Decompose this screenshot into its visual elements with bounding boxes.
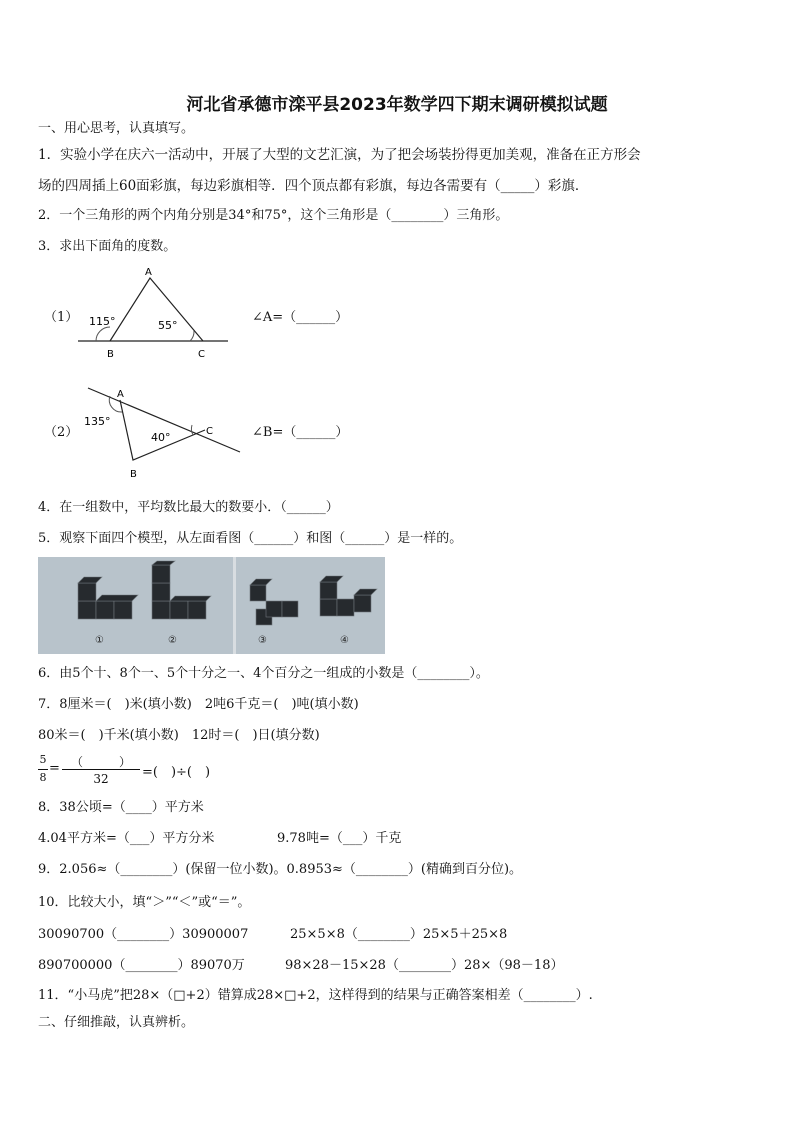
cube-models-drawing: [38, 557, 385, 654]
question-4: 4．在一组数中，平均数比最大的数要小．（______）: [38, 500, 339, 515]
question-9: 9．2.056≈（________）(保留一位小数)。0.8953≈（________）(精确到百分位)。: [38, 862, 523, 877]
question-5: 5．观察下面四个模型，从左面看图（______）和图（______）是一样的。: [38, 531, 463, 546]
figure-1-vertex-c: C: [198, 349, 205, 360]
model-label-2: ②: [168, 635, 177, 646]
figure-2-vertex-a: A: [117, 389, 124, 400]
figure-2-answer: ∠B=（______）: [252, 425, 349, 440]
question-2: 2．一个三角形的两个内角分别是34°和75°，这个三角形是（________）三角形。: [38, 208, 509, 223]
question-8-line-2a: 4.04平方米=（___）平方分米: [38, 831, 215, 846]
figure-2-angle-c: 40°: [151, 431, 171, 444]
figure-2-label: （2）: [44, 425, 79, 440]
question-7-line-1: 7．8厘米＝( )米(填小数) 2吨6千克＝( )吨(填小数): [38, 697, 359, 712]
question-10-a: 30090700（________）30900007: [38, 927, 249, 942]
figure-1-vertex-a: A: [145, 267, 152, 278]
figure-1-label: （1）: [44, 310, 79, 325]
fraction-denominator: 8: [39, 771, 47, 784]
question-10: 10．比较大小，填“＞”“＜”或“＝”。: [38, 895, 251, 910]
fraction-denominator-2: 32: [93, 772, 109, 786]
model-label-1: ①: [95, 635, 104, 646]
fraction-numerator: 5: [39, 753, 47, 766]
section-2-heading: 二、仔细推敲，认真辨析。: [38, 1015, 195, 1030]
question-1-line-1: 1．实验小学在庆六一活动中，开展了大型的文艺汇演，为了把会场装扮得更加美观，准备在正方形会: [38, 147, 641, 163]
question-1-line-2: 场的四周插上60面彩旗，每边彩旗相等．四个顶点都有彩旗，每边各需要有（_____）彩旗．: [38, 178, 589, 194]
figure-1-triangle: [70, 262, 240, 362]
question-7-line-2: 80米＝( )千米(填小数) 12时＝( )日(填分数): [38, 728, 320, 743]
figure-1-angle-b: 115°: [89, 315, 116, 328]
page-title: 河北省承德市滦平县2023年数学四下期末调研模拟试题: [186, 95, 608, 115]
fraction-rest: =( )÷( ): [142, 765, 211, 780]
fraction-numerator-blank: （ ）: [70, 755, 131, 769]
question-8-line-1: 8．38公顷=（____）平方米: [38, 800, 204, 815]
model-label-3: ③: [258, 635, 267, 646]
figure-1-vertex-b: B: [107, 349, 114, 360]
figure-2-vertex-b: B: [130, 469, 137, 480]
figure-2-angle-a: 135°: [84, 415, 111, 428]
cube-models-photo: [38, 557, 385, 654]
question-10-d: 98×28－15×28（________）28×（98－18）: [285, 958, 564, 973]
figure-1-answer: ∠A=（______）: [252, 310, 349, 325]
model-label-4: ④: [340, 635, 349, 646]
question-11: 11．“小马虎”把28×（□+2）错算成28×□+2，这样得到的结果与正确答案相差（________）.: [38, 988, 593, 1003]
question-10-b: 25×5×8（________）25×5＋25×8: [290, 927, 508, 942]
figure-2-triangle: [80, 380, 250, 485]
fraction-equals: =: [49, 761, 60, 776]
question-6: 6．由5个十、8个一、5个十分之一、4个百分之一组成的小数是（________）。: [38, 666, 489, 681]
question-3: 3．求出下面角的度数。: [38, 239, 177, 254]
question-8-line-2b: 9.78吨=（___）千克: [277, 831, 402, 846]
section-1-heading: 一、用心思考，认真填写。: [38, 121, 195, 136]
figure-1-angle-c: 55°: [158, 319, 178, 332]
question-10-c: 890700000（________）89070万: [38, 958, 245, 973]
figure-2-vertex-c: C: [206, 426, 213, 437]
